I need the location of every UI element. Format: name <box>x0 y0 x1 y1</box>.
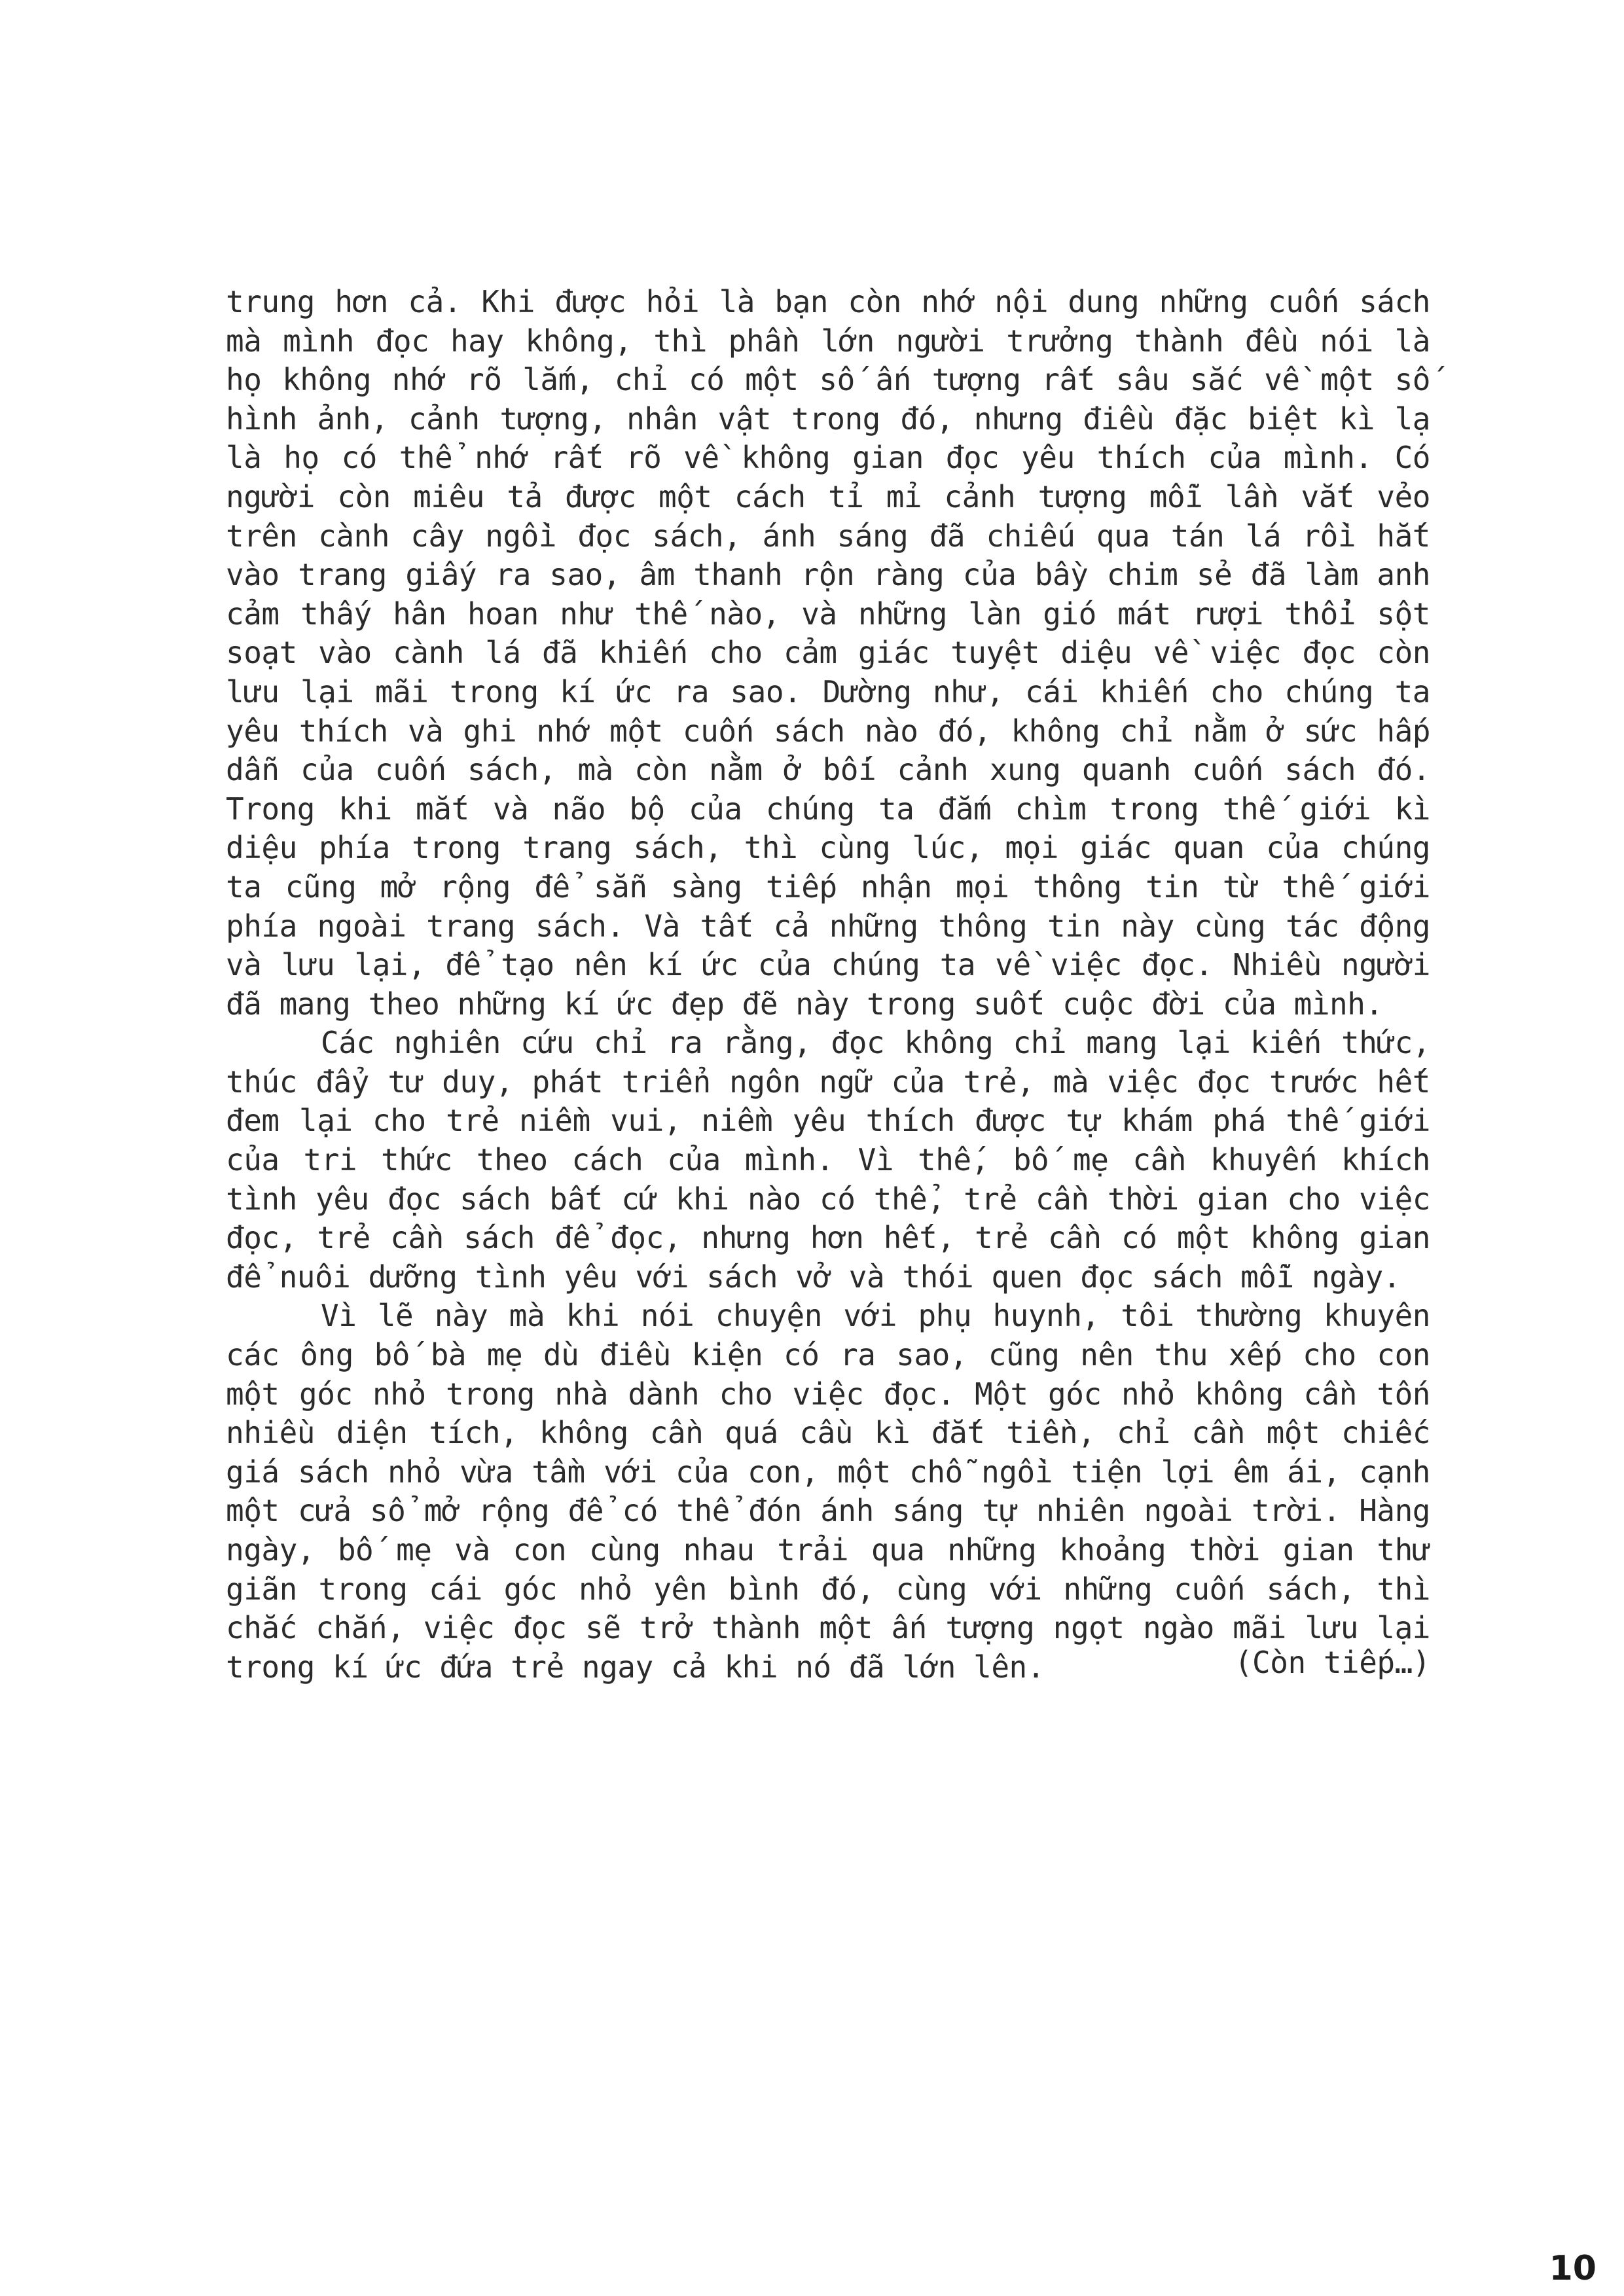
page-number: 10 <box>1549 2249 1597 2288</box>
body-text <box>226 283 1430 1687</box>
continued-note: (Còn tiếp…) <box>1234 1645 1430 1680</box>
paragraph-2: Các nghiên cứu chỉ ra rằng, đọc không chỉ mang lại kiến thức, thúc đẩy tư duy, phát triển ngôn ngữ của trẻ, mà việc đọc trước hết đem lại cho trẻ niềm vui, niềm yêu thích được tự khám phá thế giới của tri thức theo cách của mình. Vì thế, bố mẹ cần khuyến khích tình yêu đọc sách bất cứ khi nào có thể, trẻ cần thời gian cho việc đọc, trẻ cần sách để đọc, nhưng hơn hết, trẻ cần có một không gian để nuôi dưỡng tình yêu với sách vở và thói quen đọc sách mỗi ngày. <box>226 1025 1430 1295</box>
paragraph-3: Vì lẽ này mà khi nói chuyện với phụ huynh, tôi thường khuyên các ông bố bà mẹ dù điều kiện có ra sao, cũng nên thu xếp cho con một góc nhỏ trong nhà dành cho việc đọc. Một góc nhỏ không cần tốn nhiều diện tích, không cần quá cầu kì đắt tiền, chỉ cần một chiếc giá sách nhỏ vừa tầm với của con, một chỗ ngồi tiện lợi êm ái, cạnh một cửa sổ mở rộng để có thể đón ánh sáng tự nhiên ngoài trời. Hàng ngày, bố mẹ và con cùng nhau trải qua những khoảng thời gian thư giãn trong cái góc nhỏ yên bình đó, cùng với những cuốn sách, thì chắc chắn, việc đọc sẽ trở thành một ấn tượng ngọt ngào mãi lưu lại trong kí ức đứa trẻ ngay cả khi nó đã lớn lên. <box>226 1298 1430 1685</box>
paragraph-1: trung hơn cả. Khi được hỏi là bạn còn nhớ nội dung những cuốn sách mà mình đọc hay không, thì phần lớn người trưởng thành đều nói là họ không nhớ rõ lắm, chỉ có một số ấn tượng rất sâu sắc về một số hình ảnh, cảnh tượng, nhân vật trong đó, nhưng điều đặc biệt kì lạ là họ có thể nhớ rất rõ về không gian đọc yêu thích của mình. Có người còn miêu tả được một cách tỉ mỉ cảnh tượng mỗi lần vắt vẻo trên cành cây ngồi đọc sách, ánh sáng đã chiếu qua tán lá rồi hắt vào trang giấy ra sao, âm thanh rộn ràng của bầy chim sẻ đã làm anh cảm thấy hân hoan như thế nào, và những làn gió mát rượi thổi sột soạt vào cành lá đã khiến cho cảm giác tuyệt diệu về việc đọc còn lưu lại mãi trong kí ức ra sao. Dường như, cái khiến cho chúng ta yêu thích và ghi nhớ một cuốn sách nào đó, không chỉ nằm ở sức hấp dẫn của cuốn sách, mà còn nằm ở bối cảnh xung quanh cuốn sách đó. Trong khi mắt và não bộ của chúng ta đắm chìm trong thế giới kì diệu phía trong trang sách, thì cùng lúc, mọi giác quan của chúng ta cũng mở rộng để sẵn sàng tiếp nhận mọi thông tin từ thế giới phía ngoài trang sách. Và tất cả những thông tin này cùng tác động và lưu lại, để tạo nên kí ức của chúng ta về việc đọc. Nhiều người đã mang theo những kí ức đẹp đẽ này trong suốt cuộc đời của mình. <box>226 284 1430 1022</box>
